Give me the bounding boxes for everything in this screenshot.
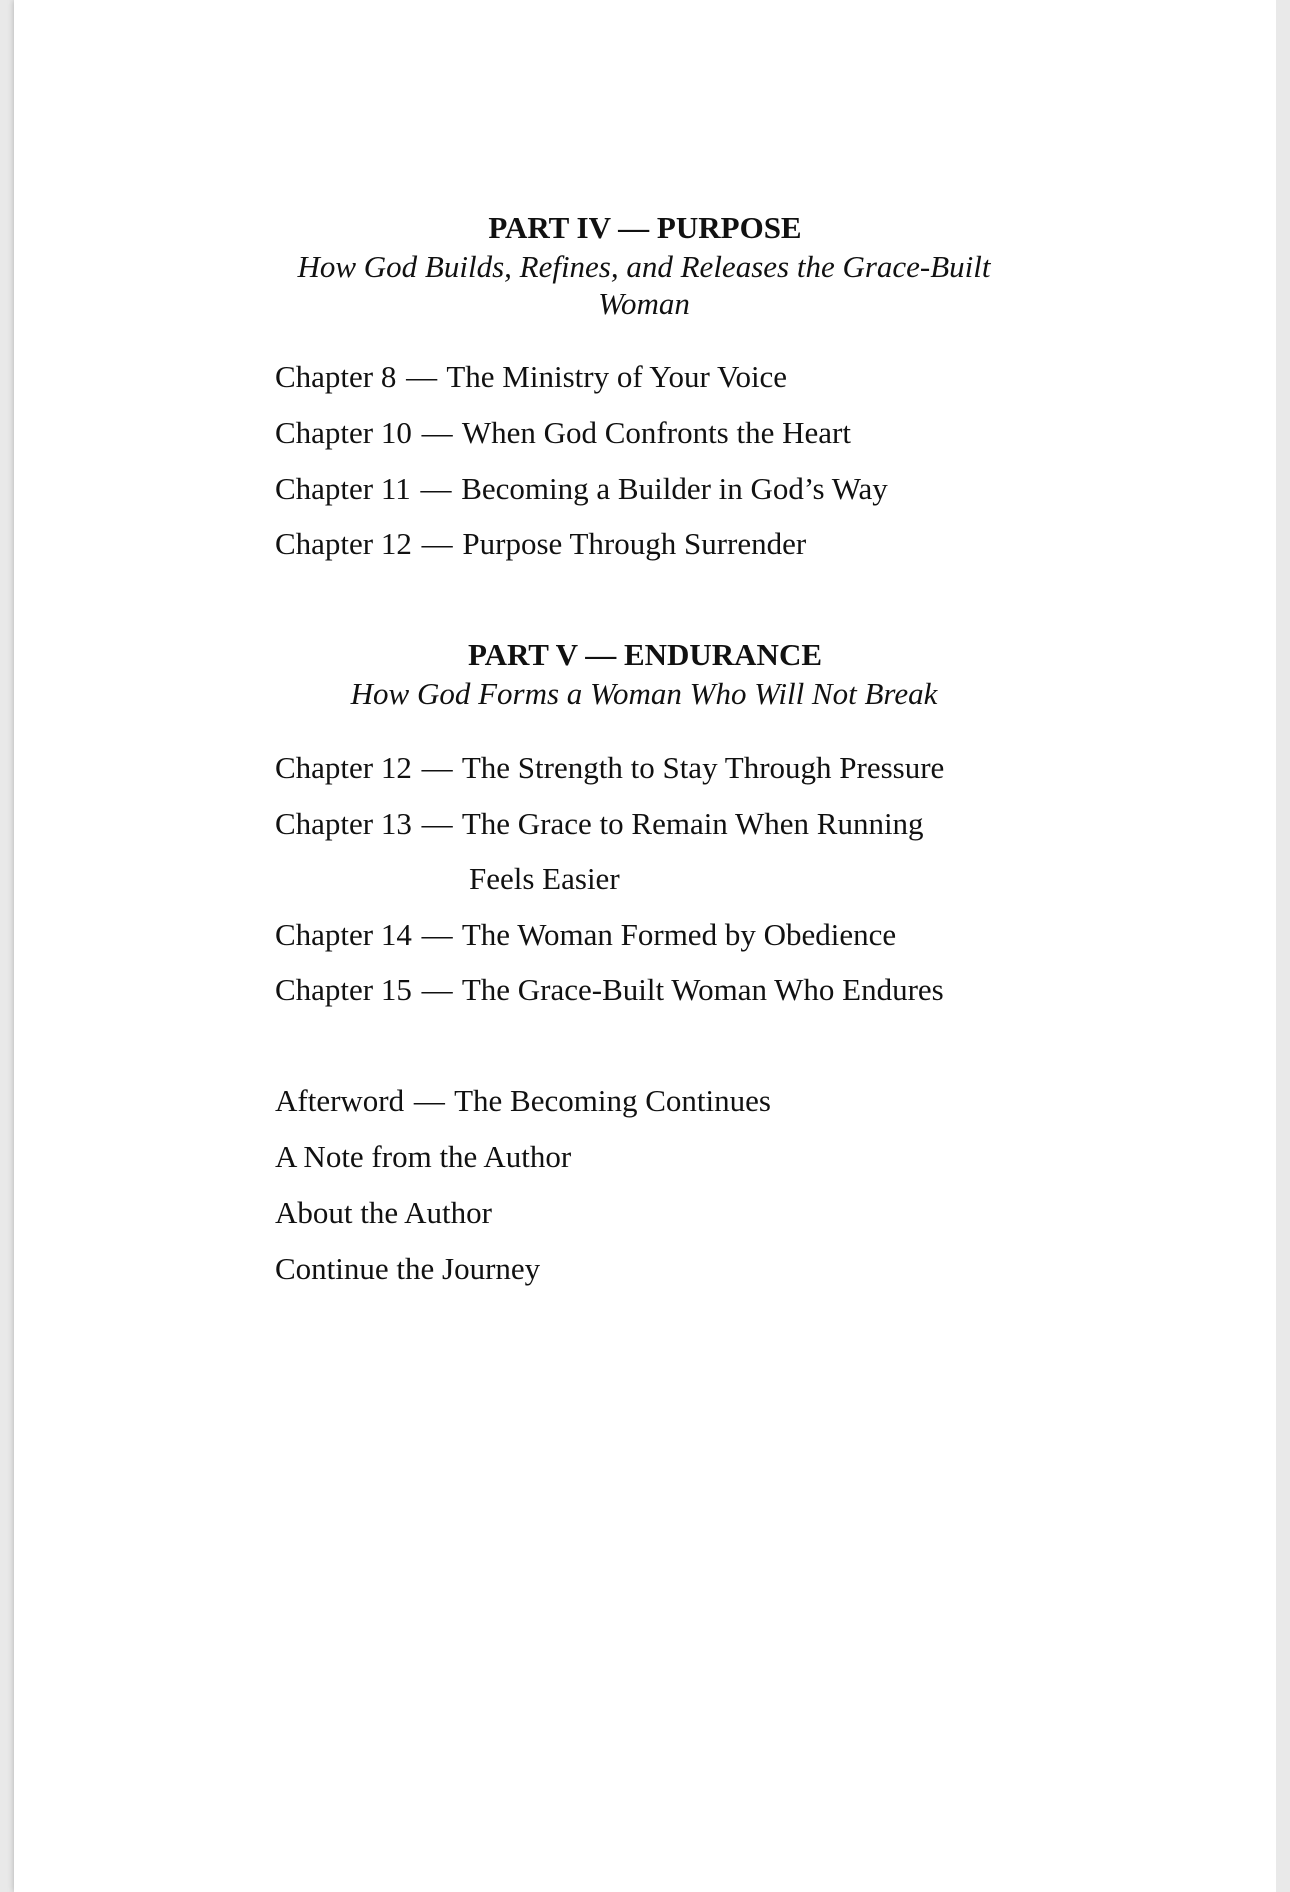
toc-entry[interactable] <box>275 804 924 844</box>
em-dash: — <box>421 917 453 952</box>
chapter-label: Chapter 8 <box>275 359 397 394</box>
toc-entry-afterword[interactable] <box>275 1081 771 1121</box>
toc-entry-author-note[interactable]: A Note from the Author <box>275 1139 572 1174</box>
chapter-title: The Strength to Stay Through Pressure <box>461 750 945 785</box>
part-v-title: PART V — ENDURANCE <box>467 637 823 672</box>
em-dash: — <box>421 526 453 561</box>
toc-entry[interactable] <box>275 748 944 788</box>
chapter-label: Chapter 12 <box>275 526 412 561</box>
chapter-title: Becoming a Builder in God’s Way <box>461 471 888 506</box>
chapter-label: Chapter 12 <box>275 750 412 785</box>
chapter-title: The Ministry of Your Voice <box>446 359 788 394</box>
toc-entry[interactable] <box>275 469 888 509</box>
chapter-label: Chapter 14 <box>275 917 412 952</box>
chapter-title: The Grace to Remain When Running <box>461 806 924 841</box>
chapter-label: Chapter 10 <box>275 415 412 450</box>
part-iv-title: PART IV — PURPOSE <box>488 210 802 245</box>
chapter-label: Chapter 13 <box>275 806 412 841</box>
toc-entry-continue-journey[interactable]: Continue the Journey <box>275 1251 541 1286</box>
em-dash: — <box>421 415 453 450</box>
afterword-title: The Becoming Continues <box>454 1083 771 1118</box>
afterword-label: Afterword <box>275 1083 405 1118</box>
toc-entry[interactable] <box>275 970 944 1010</box>
toc-entry[interactable] <box>275 357 787 397</box>
em-dash: — <box>421 750 453 785</box>
part-iv-subtitle: How God Builds, Refines, and Releases the Grace-Built Woman <box>297 249 991 321</box>
chapter-title: When God Confronts the Heart <box>461 415 851 450</box>
em-dash: — <box>406 359 438 394</box>
document-page <box>14 0 1276 1892</box>
toc-entry[interactable] <box>275 413 851 453</box>
toc-entry-about-author[interactable]: About the Author <box>275 1195 492 1230</box>
page-edge-right <box>1276 0 1290 1892</box>
part-v-subtitle: How God Forms a Woman Who Will Not Break <box>350 676 938 711</box>
em-dash: — <box>421 806 453 841</box>
chapter-title: Purpose Through Surrender <box>462 526 807 561</box>
em-dash: — <box>413 1083 445 1118</box>
em-dash: — <box>420 471 452 506</box>
chapter-label: Chapter 11 <box>275 471 411 506</box>
toc-entry[interactable] <box>275 915 896 955</box>
chapter-title: The Woman Formed by Obedience <box>461 917 897 952</box>
em-dash: — <box>421 972 453 1007</box>
toc-entry[interactable] <box>275 524 806 564</box>
chapter-title: The Grace-Built Woman Who Endures <box>461 972 944 1007</box>
chapter-title-continuation[interactable]: Feels Easier <box>469 861 620 896</box>
chapter-label: Chapter 15 <box>275 972 412 1007</box>
